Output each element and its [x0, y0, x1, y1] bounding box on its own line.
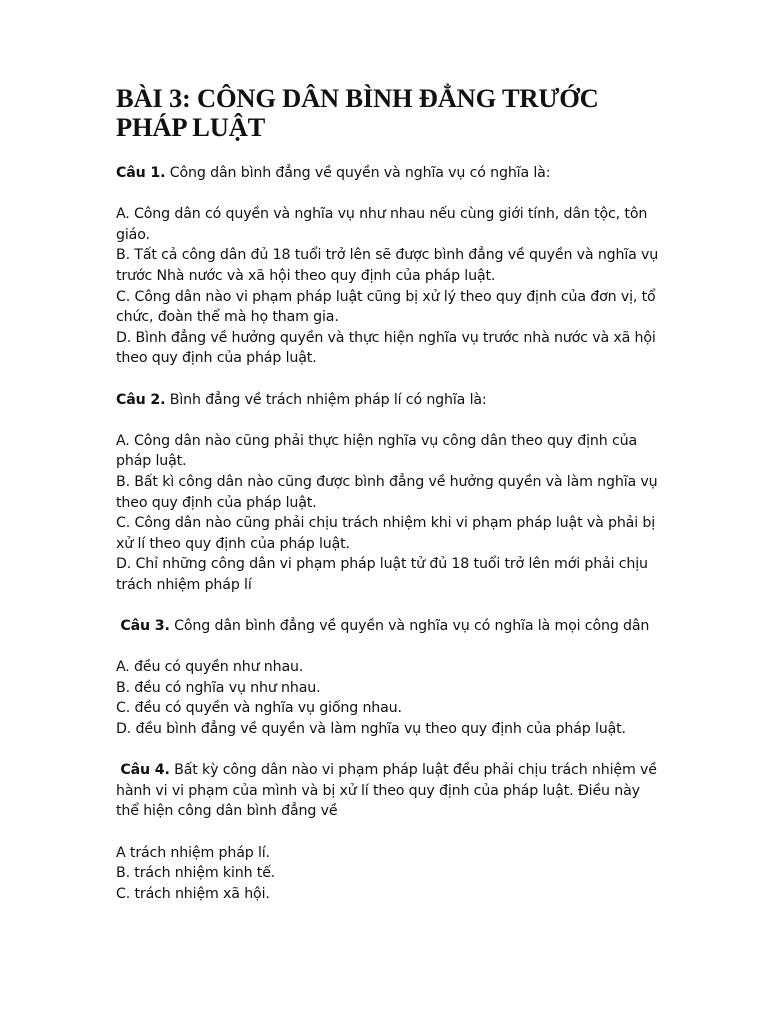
question-label: Câu 1. — [116, 165, 166, 181]
question-text: Công dân bình đẳng về quyền và nghĩa vụ có nghĩa là: — [169, 165, 551, 181]
question-4 — [116, 760, 661, 822]
question-text: Bất kỳ công dân nào vi phạm pháp luật đều phải chịu trách nhiệm về hành vi vi phạm của mình và bị xử lí theo quy định của pháp luật. Điều này thể hiện công dân bình đẳng về — [116, 762, 657, 820]
question-label: Câu 2. — [116, 391, 166, 408]
option-b: B. đều có nghĩa vụ như nhau. — [116, 679, 321, 696]
options-4 — [116, 843, 661, 905]
question-1 — [116, 163, 661, 184]
question-label: Câu 4. — [120, 762, 170, 779]
option-b: B. trách nhiệm kinh tế. — [116, 865, 276, 882]
option-b: B. Tất cả công dân đủ 18 tuổi trở lên sẽ được bình đẳng về quyền và nghĩa vụ trước Nhà nước và xã hội theo quy định của pháp luật. — [116, 247, 659, 284]
option-d: D. đều bình đẳng về quyền và làm nghĩa vụ theo quy định của pháp luật. — [116, 721, 626, 738]
option-a: A trách nhiệm pháp lí. — [116, 844, 270, 861]
question-text: Công dân bình đẳng về quyền và nghĩa vụ có nghĩa là mọi công dân — [174, 618, 650, 635]
option-c: C. Công dân nào vi phạm pháp luật cũng bị xử lý theo quy định của đơn vị, tổ chức, đoàn thể mà họ tham gia. — [116, 288, 656, 326]
options-3 — [116, 657, 661, 739]
question-3 — [116, 616, 661, 637]
option-c: C. đều có quyền và nghĩa vụ giống nhau. — [116, 700, 402, 717]
option-c: C. Công dân nào cũng phải chịu trách nhiệm khi vi phạm pháp luật và phải bị xử lí theo quy định của pháp luật. — [116, 515, 656, 552]
options-2 — [116, 431, 661, 596]
option-c: C. trách nhiệm xã hội. — [116, 885, 270, 902]
question-list — [116, 163, 661, 904]
question-2 — [116, 390, 661, 411]
option-a: A. Công dân có quyền và nghĩa vụ như nhau nếu cùng giới tính, dân tộc, tôn giáo. — [116, 206, 648, 243]
options-1 — [116, 204, 661, 369]
document-title: BÀI 3: CÔNG DÂN BÌNH ĐẲNG TRƯỚC PHÁP LUẬT — [116, 83, 599, 142]
option-d: D. Chỉ những công dân vi phạm pháp luật tử đủ 18 tuổi trở lên mới phải chịu trách nhiệm pháp lí — [116, 556, 648, 593]
option-a: A. đều có quyền như nhau. — [116, 659, 304, 676]
option-d: D. Bình đẳng về hưởng quyền và thực hiện nghĩa vụ trước nhà nước và xã hội theo quy định của pháp luật. — [116, 329, 656, 367]
option-b: B. Bất kì công dân nào cũng được bình đẳng về hưởng quyền và làm nghĩa vụ theo quy định của pháp luật. — [116, 473, 658, 511]
document-page — [116, 84, 661, 925]
option-a: A. Công dân nào cũng phải thực hiện nghĩa vụ công dân theo quy định của pháp luật. — [116, 432, 637, 470]
question-label: Câu 3. — [120, 618, 170, 635]
question-text: Bình đẳng về trách nhiệm pháp lí có nghĩa là: — [169, 391, 487, 408]
